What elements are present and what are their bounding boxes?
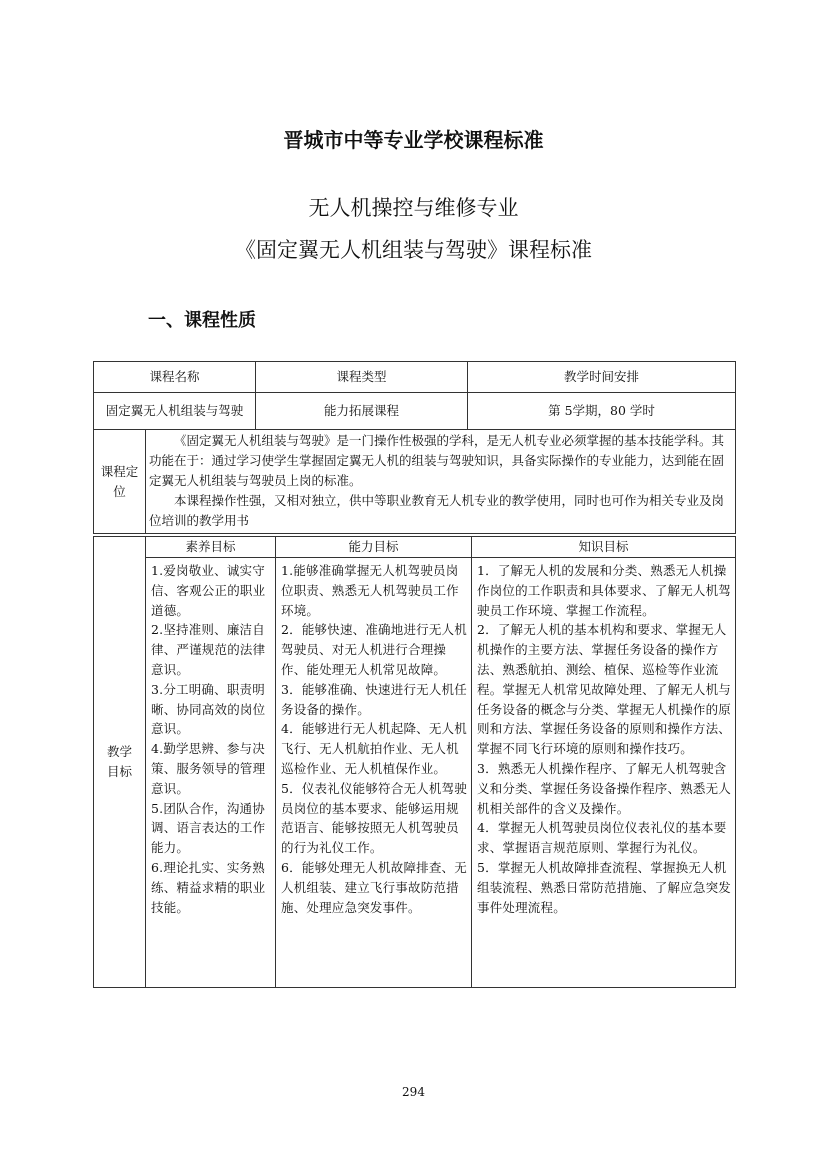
list-item: 5.团队合作，沟通协调、语言表达的工作能力。 (151, 800, 266, 856)
list-item: 3．能够准确、快速进行无人机任务设备的操作。 (281, 681, 467, 717)
list-item: 4.勤学思辨、参与决策、服务领导的管理意识。 (151, 741, 266, 796)
position-content (146, 430, 736, 534)
table-row (94, 393, 736, 430)
list-item: 3.分工明确、职责明晰、协同高效的岗位意识。 (151, 681, 266, 737)
ability-goals (276, 558, 472, 988)
list-item: 5．掌握无人机故障排查流程、掌握换无人机组装流程、熟悉日常防范措施、了解应急突发事件处理流程。 (477, 859, 732, 915)
list-item: 2.坚持准则、廉洁自律、严谨规范的法律意识。 (151, 622, 266, 677)
position-paragraph: 本课程操作性强，又相对独立，供中等职业教育无人机专业的教学使用，同时也可作为相关专业及岗位培训的教学用书 (149, 493, 725, 528)
list-item: 4．能够进行无人机起降、无人机飞行、无人机航拍作业、无人机巡检作业、无人机植保作业。 (281, 721, 467, 776)
list-item: 6.理论扎实、实务熟练、精益求精的职业技能。 (151, 859, 266, 915)
header-course-type: 课程类型 (256, 362, 468, 393)
table-header-row (94, 362, 736, 393)
teaching-goals-table (93, 536, 736, 988)
course-name-value: 固定翼无人机组装与驾驶 (94, 393, 256, 430)
header-course-name: 课程名称 (94, 362, 256, 393)
knowledge-goals (472, 558, 736, 988)
major-title: 无人机操控与维修专业 (308, 196, 519, 220)
list-item: 1.能够准确掌握无人机驾驶员岗位职责、熟悉无人机驾驶员工作环境。 (281, 563, 459, 618)
table-row (94, 558, 736, 988)
list-item: 1．了解无人机的发展和分类、熟悉无人机操作岗位的工作职责和具体要求、了解无人机驾驶员工作环境、掌握工作流程。 (477, 563, 732, 618)
schedule-value: 第 5学期，80 学时 (468, 393, 736, 430)
section-heading-course-nature: 一、课程性质 (148, 310, 256, 331)
table-header-row (94, 537, 736, 558)
header-schedule: 教学时间安排 (468, 362, 736, 393)
header-ability: 能力目标 (276, 537, 472, 558)
literacy-goals (146, 558, 276, 988)
list-item: 5．仪表礼仪能够符合无人机驾驶员岗位的基本要求、能够运用规范语言、能够按照无人机驾驶员的行为礼仪工作。 (281, 780, 467, 856)
list-item: 4．掌握无人机驾驶员岗位仪表礼仪的基本要求、掌握语言规范原则、掌握行为礼仪。 (477, 820, 727, 856)
list-item: 6．能够处理无人机故障排查、无人机组装、建立飞行事故防范措施、处理应急突发事件。 (281, 859, 467, 915)
table-row (94, 430, 736, 534)
course-title: 《固定翼无人机组装与驾驶》课程标准 (235, 238, 592, 262)
course-type-value: 能力拓展课程 (256, 393, 468, 430)
list-item: 3．熟悉无人机操作程序、了解无人机驾驶含义和分类、掌握任务设备操作程序、熟悉无人机相关部件的含义及操作。 (477, 760, 732, 816)
position-paragraph: 《固定翼无人机组装与驾驶》是一门操作性极强的学科，是无人机专业必须掌握的基本技能学科。其功能在于：通过学习使学生掌握固定翼无人机的组装与驾驶知识，具备实际操作的专业能力，达到能在固定翼无人机组装与驾驶员上岗的标准。 (149, 433, 725, 488)
list-item: 2．了解无人机的基本机构和要求、掌握无人机操作的主要方法、掌握任务设备的操作方法、熟悉航拍、测绘、植保、巡检等作业流程。掌握无人机常见故障处理、了解无人机与任务设备的概念与分类、掌握无人机操作的原则和方法、掌握任务设备的原则和操作方法、掌握不同飞行环境的原则和操作技巧。 (477, 622, 732, 757)
list-item: 2．能够快速、准确地进行无人机驾驶员、对无人机进行合理操作、能处理无人机常见故障。 (281, 622, 467, 677)
header-knowledge: 知识目标 (472, 537, 736, 558)
header-literacy: 素养目标 (146, 537, 276, 558)
list-item: 1.爱岗敬业、诚实守信、客观公正的职业道德。 (151, 563, 266, 618)
page-number: 294 (402, 1085, 425, 1099)
position-label: 课程定位 (94, 430, 146, 534)
course-info-table (93, 361, 736, 534)
school-title: 晋城市中等专业学校课程标准 (283, 128, 544, 152)
goals-label: 教学目标 (94, 537, 146, 988)
